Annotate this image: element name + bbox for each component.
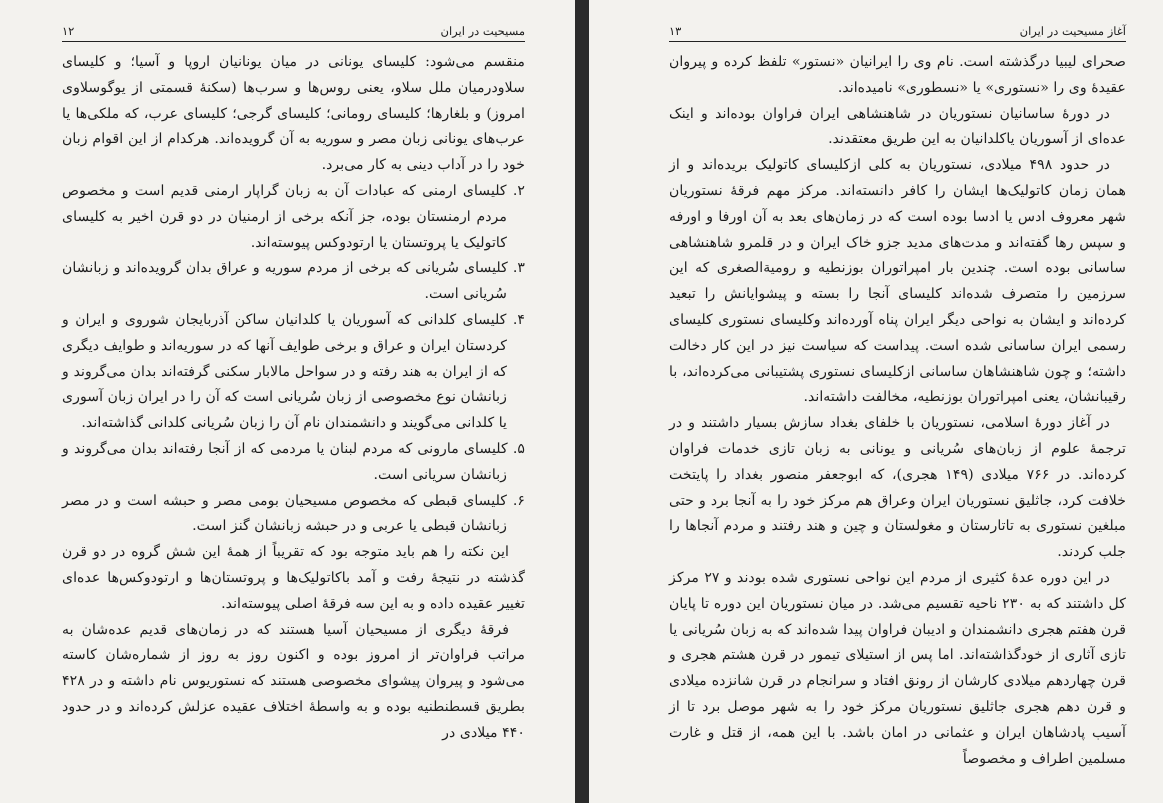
page-number: ۱۲ [62, 24, 75, 38]
paragraph: فرقهٔ دیگری از مسیحیان آسیا هستند که در زمان‌های قدیم عده‌شان به مراتب فراوان‌تر از امروز بوده و اکنون روز به روز از شماره‌شان کاسته می‌شود و پیروان پیشوای مخصوصی هستند که نستوریوس نام داشته و در ۴۲۸ بطریق قسطنطنیه بوده و به واسطهٔ اختلاف عقیده عزلش کرده‌اند و در حدود ۴۴۰ میلادی در [62, 621, 525, 741]
right-page [589, 0, 1163, 803]
paragraph: منقسم می‌شود: کلیسای یونانی در میان یونانیان اروپا و آسیا؛ و کلیسای سلاودرمیان ملل سلاو، یعنی روس‌ها و سرب‌ها (سکنهٔ قسمتی از یوگوسلاوی امروز) و بلغارها؛ کلیسای رومانی؛ کلیسای گرجی؛ کلیسای عرب، که ملکی‌ها یا عرب‌های یونانی زبان مصر و سوریه به آن گرویده‌اند. هرکدام از این اقوام زبان خود را در آداب دینی به کار می‌برد. [62, 54, 525, 174]
list-item: ۲. کلیسای ارمنی که عبادات آن به زبان گراپار ارمنی قدیم است و مخصوص مردم ارمنستان بوده، جز آنکه برخی از ارمنیان در دو قرن اخیر به کلیسای کاتولیک یا پروتستان یا ارتودوکس پیوسته‌اند. [62, 182, 525, 251]
list-item: ۴. کلیسای کلدانی که آسوریان یا کلدانیان ساکن آذربایجان شوروی و ایران و کردستان ایران و عراق و برخی طوایف آنها که در سوریه‌اند و طوایف دیگری که از ایران به هند رفته و در سواحل مالابار سکنی گرفته‌اند بدان می‌گروند و زبانشان نوع مخصوصی از زبان سُریانی است که آن را در ایران زبان آسوری یا کلدانی می‌گویند و دانشمندان نام آن را زبان سُریانی کلدانی گذاشته‌اند. [62, 311, 525, 432]
book-spine [575, 0, 589, 803]
page-header [669, 16, 1126, 42]
left-page [0, 0, 575, 803]
running-title: مسیحیت در ایران [440, 24, 525, 38]
paragraph: در حدود ۴۹۸ میلادی، نستوریان به کلی ازکلیسای کاتولیک بریده‌اند و از همان زمان کاتولیک‌ها ایشان را کافر دانسته‌اند. مرکز مهم فرقهٔ نستوریان شهر معروف ادس یا ادسا بوده است که در زمان‌های بعد به آن اورفا و اورفه و سپس رها گفته‌اند و مدت‌های مدید جزو خاک ایران و در قلمرو شاهنشاهی ساسانی بوده است. چندین بار امپراتوران بوزنطیه و رومیةالصغری که این سرزمین را متصرف شده‌اند کلیسای آنجا را بسته و پیشوایانش را تبعید کرده‌اند و ایشان به نواحی دیگر ایران پناه آورده‌اند وکلیسای نستوری کلیسای رسمی ایران ساسانی شده است. پیداست که سیاست نیز در این کار دخالت داشته؛ و چون شاهنشاهان ساسانی ازکلیسای نستوری پشتیبانی می‌کرده‌اند، با رقیبانشان، یعنی امپراتوران بوزنطیه، مخالفت داشته‌اند. [669, 157, 1126, 406]
paragraph: صحرای لیبیا درگذشته است. نام وی را ایرانیان «نستور» تلفظ کرده و پیروان عقیدهٔ وی را «نستوری» یا «نسطوری» نامیده‌اند. [669, 54, 1126, 96]
paragraph: این نکته را هم باید متوجه بود که تقریباً از همهٔ این شش گروه در دو قرن گذشته در نتیجهٔ رفت و آمد باکاتولیک‌ها و پروتستان‌ها و ارتودوکس‌ها عده‌ای تغییر عقیده داده و به این سه فرقهٔ اصلی پیوسته‌اند. [62, 544, 525, 612]
list-item: ۳. کلیسای سُریانی که برخی از مردم سوریه و عراق بدان گرویده‌اند و زبانشان سُریانی است. [62, 260, 525, 303]
page-body [669, 50, 1126, 772]
paragraph: در این دوره عدهٔ کثیری از مردم این نواحی نستوری شده بودند و ۲۷ مرکز کل داشتند که به ۲۳۰ ناحیه تقسیم می‌شد. در میان نستوریان این دوره تا پایان قرن هفتم هجری دانشمندان و ادیبان فراوان پیدا شده‌اند که به زبان سُریانی یا تازی آثاری از خودگذاشته‌اند. اما پس از استیلای تیمور در قرن هشتم هجری و قرن چهاردهم میلادی کارشان از رونق افتاد و سرانجام در قرن شانزده میلادی و قرن دهم هجری جاثلیق نستوریان مرکز خود را به شهر موصل برد تا از آسیب پادشاهان ایران و عثمانی در امان باشد. با این همه، از قتل و غارت مسلمین اطراف و مخصوصاً [669, 569, 1126, 767]
list-item: ۵. کلیسای مارونی که مردم لبنان یا مردمی که از آنجا رفته‌اند بدان می‌گروند و زبانشان سریانی است. [62, 440, 525, 483]
paragraph: در دورهٔ ساسانیان نستوریان در شاهنشاهی ایران فراوان بوده‌اند و اینک عده‌ای از آسوریان یاکلدانیان به این طریق معتقدند. [669, 105, 1126, 148]
list-item: ۶. کلیسای قبطی که مخصوص مسیحیان بومی مصر و حبشه است و در مصر زبانشان قبطی یا عربی و در حبشه زبانشان گنز است. [62, 492, 525, 535]
paragraph: در آغاز دورهٔ اسلامی، نستوریان با خلفای بغداد سازش بسیار داشتند و در ترجمهٔ علوم از زبان‌های سُریانی و یونانی به زبان تازی خدمات فراوان کرده‌اند. در ۷۶۶ میلادی (۱۴۹ هجری)، که ابوجعفر منصور بغداد را پایتخت خلافت کرد، جاثلیق نستوریان ایران وعراق هم مرکز خود را به آنجا برد و حتی مبلغین نستوری به تاتارستان و مغولستان و چین و هند رفتند و مردم آنجاها را جلب کردند. [669, 415, 1127, 561]
page-number: ۱۳ [669, 24, 682, 38]
page-body [62, 50, 525, 747]
running-title: آغاز مسیحیت در ایران [1019, 24, 1126, 38]
page-header [62, 16, 525, 42]
